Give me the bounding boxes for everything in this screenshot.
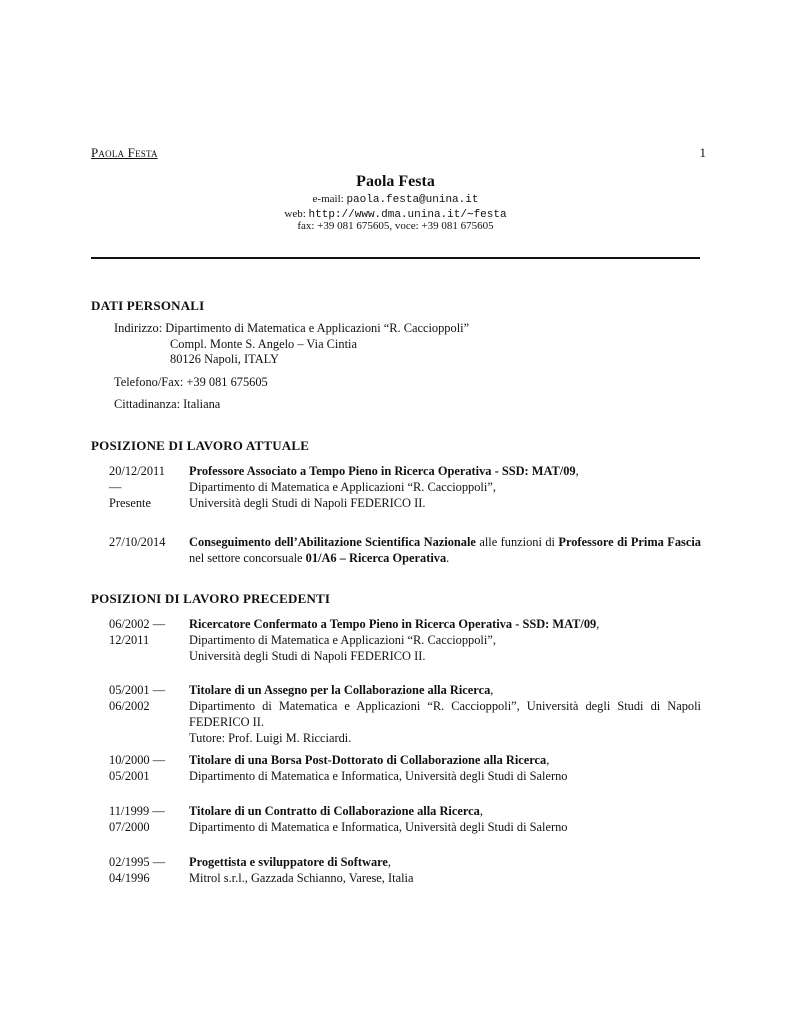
abilitazione-entry: Conseguimento dell’Abilitazione Scientifica Nazionale alle funzioni di Professore di Prima Fascia nel settore concorsuale 01/A6 – Ricerca Operativa. — [189, 535, 701, 565]
section-heading-personal: DATI PERSONALI — [91, 298, 205, 313]
section-heading-previous: POSIZIONI DI LAVORO PRECEDENTI — [91, 591, 331, 606]
entry-title-line: Titolare di un Contratto di Collaborazione alla Ricerca, — [189, 804, 483, 818]
citizenship-line: Cittadinanza: Italiana — [114, 397, 221, 411]
entry-date-end: 06/2002 — [109, 699, 150, 713]
running-header — [91, 145, 706, 161]
address-line-2: Compl. Monte S. Angelo – Via Cintia — [170, 337, 357, 351]
previous-entry — [189, 803, 701, 835]
section-heading-current: POSIZIONE DI LAVORO ATTUALE — [91, 438, 310, 453]
entry-title-line: Titolare di una Borsa Post-Dottorato di Collaborazione alla Ricerca, — [189, 753, 550, 767]
address-label: Indirizzo: — [114, 321, 166, 335]
entry-paragraph: Dipartimento di Matematica e Applicazioni “R. Caccioppoli”, Università degli Studi di Napoli FEDERICO II. — [189, 699, 701, 729]
previous-entry — [189, 616, 701, 664]
previous-entry — [189, 752, 701, 784]
email-address: paola.festa@unina.it — [346, 194, 479, 206]
address-line-3: 80126 Napoli, ITALY — [170, 352, 279, 366]
page-number: 1 — [699, 145, 706, 160]
entry-date-end: 07/2000 — [109, 820, 150, 834]
entry-title-line: Progettista e sviluppatore di Software, — [189, 855, 392, 869]
entry-title: Professore Associato a Tempo Pieno in Ricerca Operativa - SSD: MAT/09 — [189, 464, 576, 478]
header-author: Paola Festa — [91, 145, 158, 160]
entry-line: Dipartimento di Matematica e Informatica, Università degli Studi di Salerno — [189, 769, 568, 783]
entry-date-end: Presente — [109, 496, 151, 510]
entry-date-end: 04/1996 — [109, 871, 150, 885]
entry-line: Dipartimento di Matematica e Informatica, Università degli Studi di Salerno — [189, 820, 568, 834]
entry-date-start: 20/12/2011 — [109, 464, 165, 478]
entry-date-dash: — — [109, 480, 122, 494]
entry-date-start: 11/1999 — — [109, 804, 165, 818]
entry-title: Progettista e sviluppatore di Software — [189, 855, 388, 869]
entry-date-end: 12/2011 — [109, 633, 150, 647]
entry-title-line: Ricercatore Confermato a Tempo Pieno in Ricerca Operativa - SSD: MAT/09, — [189, 617, 600, 631]
email-line — [91, 193, 700, 206]
previous-entry — [189, 682, 701, 746]
entry-line: Università degli Studi di Napoli FEDERICO II. — [189, 496, 426, 510]
entry-title-line: Professore Associato a Tempo Pieno in Ricerca Operativa - SSD: MAT/09, — [189, 464, 579, 478]
entry-line: Tutore: Prof. Luigi M. Ricciardi. — [189, 731, 352, 745]
entry-line: Mitrol s.r.l., Gazzada Schianno, Varese, Italia — [189, 871, 414, 885]
entry-date-start: 10/2000 — — [109, 753, 166, 767]
fax-line: fax: +39 081 675605, voce: +39 081 675605 — [297, 220, 494, 232]
entry-title: Titolare di un Contratto di Collaborazione alla Ricerca — [189, 804, 480, 818]
previous-entry — [189, 854, 701, 886]
phone-line: Telefono/Fax: +39 081 675605 — [114, 375, 268, 389]
entry-title: Titolare di una Borsa Post-Dottorato di Collaborazione alla Ricerca — [189, 753, 547, 767]
entry-title-line: Titolare di un Assegno per la Collaborazione alla Ricerca, — [189, 683, 494, 697]
web-label: web: — [284, 208, 309, 220]
cv-name: Paola Festa — [356, 173, 435, 190]
entry-line: Dipartimento di Matematica e Applicazioni “R. Caccioppoli”, — [189, 480, 496, 494]
entry-date: 27/10/2014 — [109, 535, 166, 549]
entry-date-start: 06/2002 — — [109, 617, 166, 631]
entry-line: Dipartimento di Matematica e Applicazioni “R. Caccioppoli”, — [189, 633, 496, 647]
header-rule — [91, 257, 700, 259]
entry-date-end: 05/2001 — [109, 769, 150, 783]
entry-date-start: 02/1995 — — [109, 855, 166, 869]
entry-title: Titolare di un Assegno per la Collaborazione alla Ricerca — [189, 683, 491, 697]
email-label: e-mail: — [312, 193, 347, 205]
web-address: http://www.dma.unina.it/∼festa — [308, 209, 507, 221]
entry-title: Ricercatore Confermato a Tempo Pieno in Ricerca Operativa - SSD: MAT/09 — [189, 617, 597, 631]
entry-line: Università degli Studi di Napoli FEDERICO II. — [189, 649, 426, 663]
entry-date-start: 05/2001 — — [109, 683, 166, 697]
web-line — [91, 207, 700, 221]
address-line-1: Indirizzo: Dipartimento di Matematica e Applicazioni “R. Caccioppoli” — [114, 321, 470, 335]
current-entry — [189, 463, 701, 511]
